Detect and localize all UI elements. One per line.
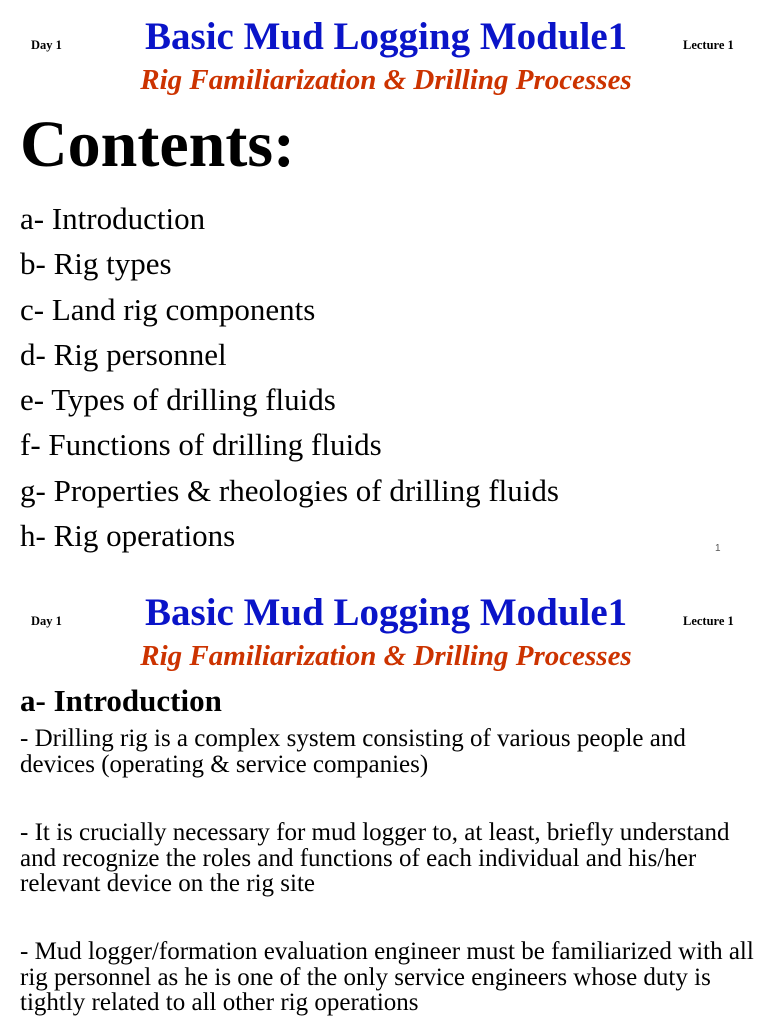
contents-list [20, 196, 559, 558]
lecture-label: Lecture 1 [683, 614, 734, 628]
module-subtitle: Rig Familiarization & Drilling Processes [140, 64, 632, 96]
contents-item: c- Land rig components [20, 291, 316, 327]
paragraph: - Mud logger/formation evaluation engineer must be familiarized with all rig personnel as he is one of the only service engineers whose duty is tightly related to all other rig operations [20, 938, 754, 1016]
module-subtitle: Rig Familiarization & Drilling Processes [140, 640, 632, 672]
contents-item: g- Properties & rheologies of drilling fluids [20, 472, 559, 508]
lecture-label: Lecture 1 [683, 38, 734, 52]
paragraph: - It is crucially necessary for mud logger to, at least, briefly understand and recognize the roles and functions of each individual and his/her relevant device on the rig site [20, 819, 730, 897]
page-number: 1 [715, 543, 721, 554]
contents-item: e- Types of drilling fluids [20, 382, 336, 418]
contents-item: h- Rig operations [20, 518, 236, 554]
slide-2 [0, 576, 768, 1024]
module-title: Basic Mud Logging Module1 [145, 591, 628, 634]
contents-item: b- Rig types [20, 246, 172, 282]
contents-item: a- Introduction [20, 201, 206, 236]
module-title: Basic Mud Logging Module1 [145, 15, 628, 58]
section-heading: a- Introduction [20, 683, 222, 718]
contents-item: d- Rig personnel [20, 336, 227, 372]
contents-heading: Contents: [20, 108, 295, 181]
day-label: Day 1 [31, 38, 62, 52]
day-label: Day 1 [31, 614, 62, 628]
paragraph: - Drilling rig is a complex system consisting of various people and devices (operating & service companies) [20, 725, 686, 778]
contents-item: f- Functions of drilling fluids [20, 427, 382, 463]
